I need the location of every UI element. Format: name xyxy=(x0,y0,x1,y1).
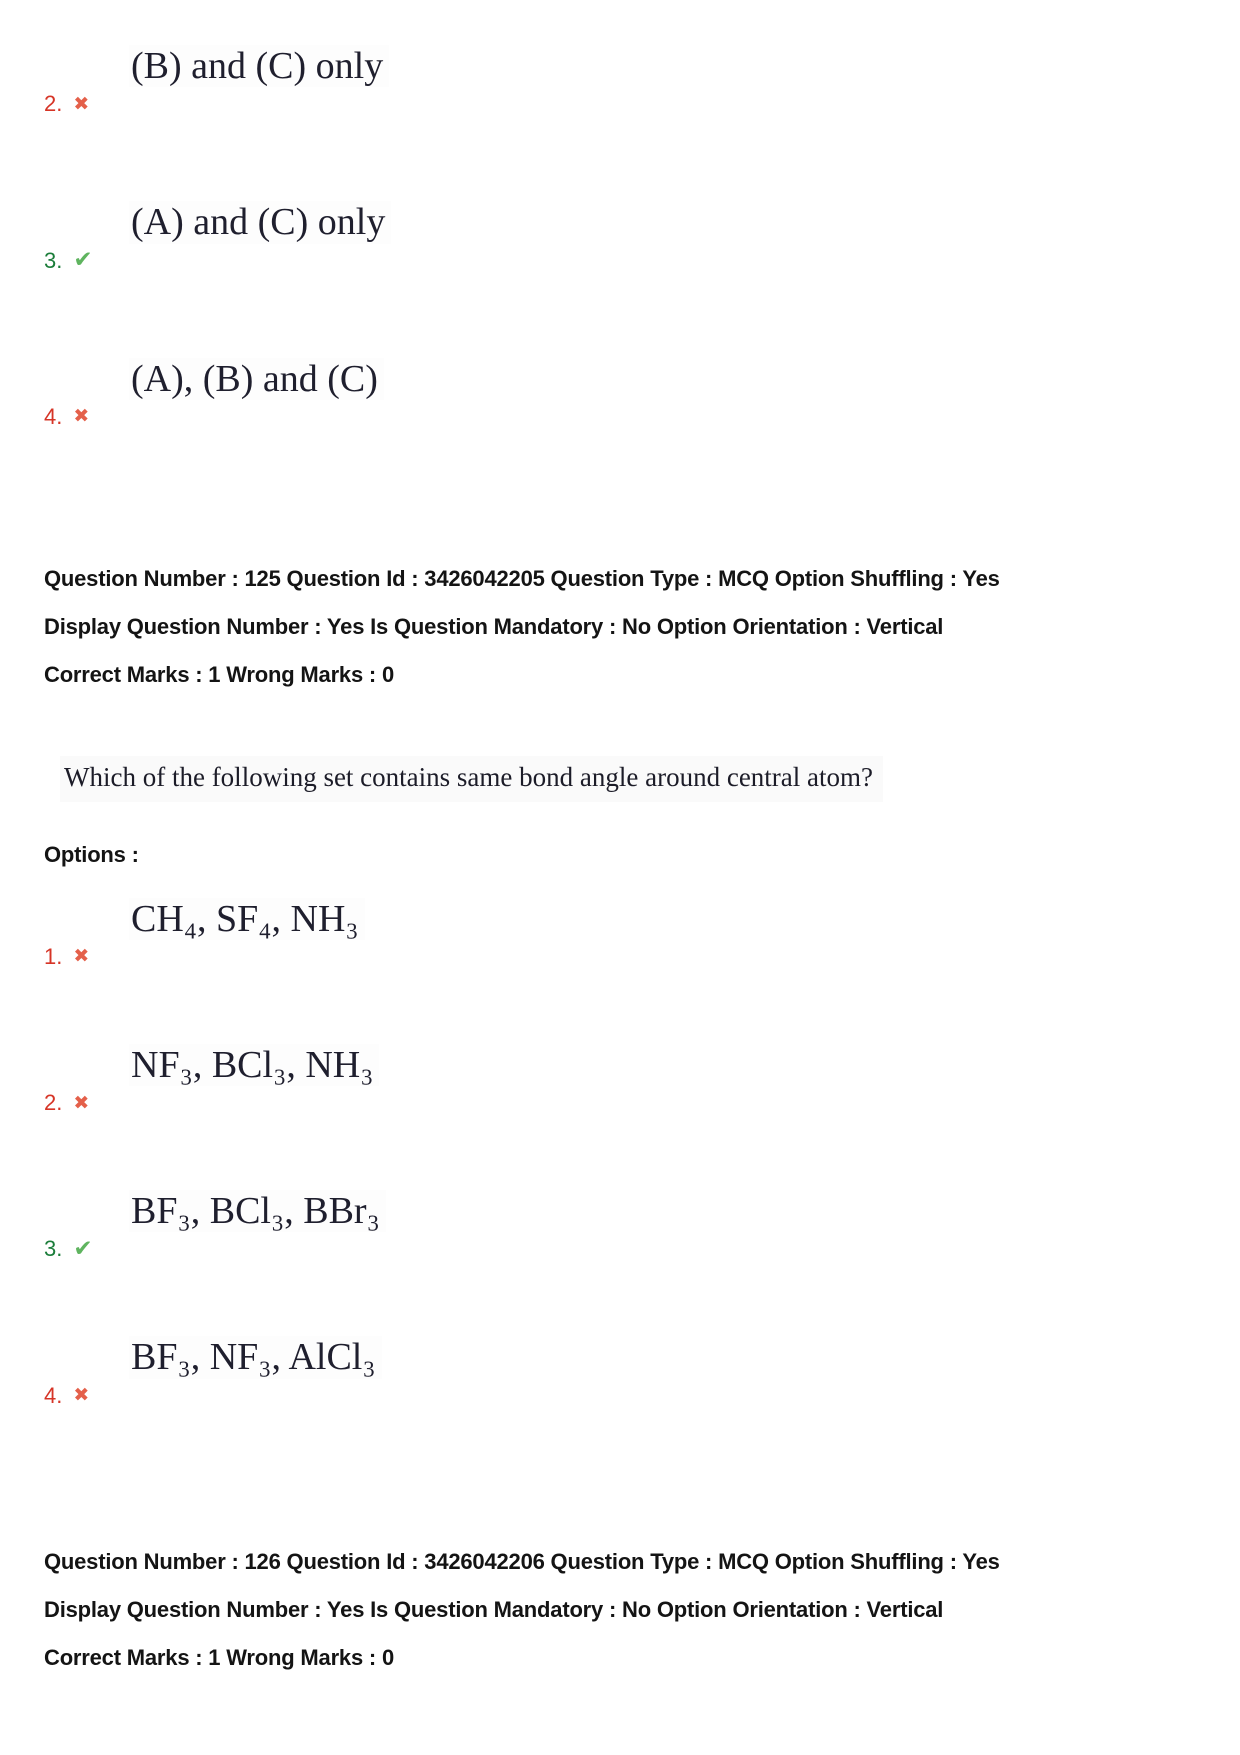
option-number: 2. xyxy=(44,1090,63,1116)
option-marker xyxy=(44,1090,1200,1116)
option-number: 3. xyxy=(44,1236,63,1262)
option-text-image: NF₃, BCl₃, NH₃ xyxy=(129,1044,379,1086)
option-row xyxy=(44,358,1200,430)
option-text-image: (A) and (C) only xyxy=(129,201,391,243)
wrong-cross-icon: ✖ xyxy=(73,1384,90,1407)
correct-check-icon: ✔ xyxy=(73,1235,93,1262)
question-meta-line: Display Question Number : Yes Is Question Mandatory : No Option Orientation : Vertical xyxy=(44,613,944,639)
option-row xyxy=(44,201,1200,273)
option-marker xyxy=(44,91,1200,117)
option-row xyxy=(44,1044,1200,1116)
question-125-block xyxy=(44,564,1200,1409)
wrong-cross-icon: ✖ xyxy=(73,405,90,428)
option-row xyxy=(44,45,1200,117)
question-meta-line: Correct Marks : 1 Wrong Marks : 0 xyxy=(44,661,394,687)
question-125-options xyxy=(44,898,1200,1409)
option-number: 2. xyxy=(44,91,63,117)
option-text-image: BF₃, NF₃, AlCl₃ xyxy=(129,1336,382,1378)
question-text-image: Which of the following set contains same bond angle around central atom? xyxy=(60,756,883,802)
option-marker xyxy=(44,1236,1200,1262)
options-label: Options : xyxy=(44,841,139,867)
wrong-cross-icon: ✖ xyxy=(73,945,90,968)
option-row xyxy=(44,1190,1200,1262)
option-number: 4. xyxy=(44,403,63,429)
question-126-block xyxy=(44,1547,1200,1673)
option-number: 1. xyxy=(44,943,63,969)
option-marker xyxy=(44,248,1200,274)
option-text-image: CH₄, SF₄, NH₃ xyxy=(129,898,365,940)
option-text-image: BF₃, BCl₃, BBr₃ xyxy=(129,1190,386,1232)
correct-check-icon: ✔ xyxy=(73,247,93,274)
wrong-cross-icon: ✖ xyxy=(73,92,90,115)
option-marker xyxy=(44,1383,1200,1409)
option-number: 4. xyxy=(44,1382,63,1408)
wrong-cross-icon: ✖ xyxy=(73,1091,90,1114)
question-meta-line: Question Number : 126 Question Id : 3426042206 Question Type : MCQ Option Shuffling : Yes xyxy=(44,1548,1000,1574)
question-meta-line: Correct Marks : 1 Wrong Marks : 0 xyxy=(44,1644,394,1670)
option-text-image: (A), (B) and (C) xyxy=(129,358,384,400)
option-number: 3. xyxy=(44,247,63,273)
option-row xyxy=(44,1336,1200,1408)
question-meta-line: Question Number : 125 Question Id : 3426042205 Question Type : MCQ Option Shuffling : Yes xyxy=(44,565,1000,591)
option-text-image: (B) and (C) only xyxy=(129,45,389,87)
previous-question-options xyxy=(44,45,1200,430)
question-125-metadata xyxy=(44,564,1200,690)
question-meta-line: Display Question Number : Yes Is Question Mandatory : No Option Orientation : Vertical xyxy=(44,1596,944,1622)
option-marker xyxy=(44,404,1200,430)
option-row xyxy=(44,898,1200,970)
option-marker xyxy=(44,944,1200,970)
question-126-metadata xyxy=(44,1547,1200,1673)
